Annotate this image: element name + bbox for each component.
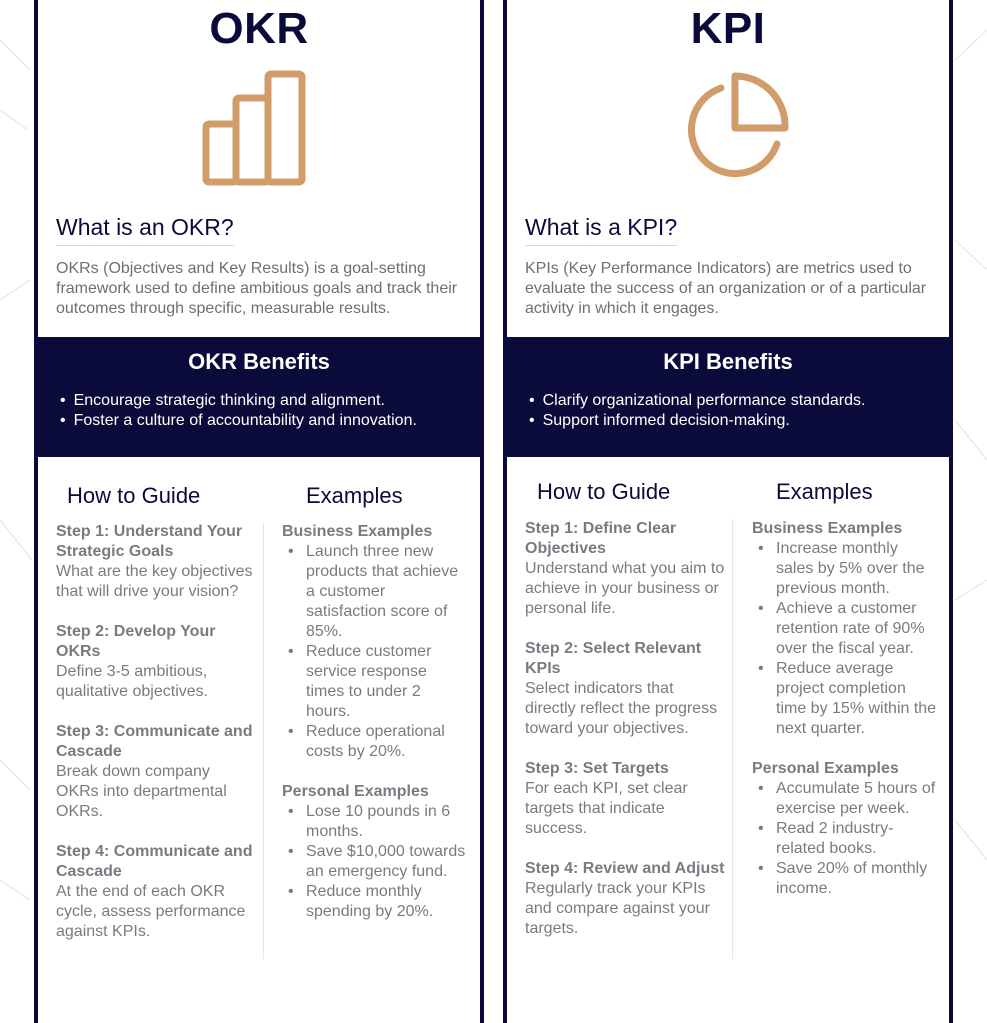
- okr-header: [38, 0, 480, 337]
- step-title: Step 4: Review and Adjust: [525, 860, 725, 877]
- okr-examples: [282, 522, 467, 942]
- kpi-steps: [525, 519, 725, 959]
- benefit-item: • Encourage strategic thinking and alignment.: [60, 391, 417, 411]
- pie-chart-icon: [673, 68, 793, 188]
- step-item: [525, 759, 725, 839]
- kpi-benefits: [507, 337, 949, 457]
- example-group-title: Personal Examples: [282, 783, 429, 800]
- benefit-item: • Foster a culture of accountability and innovation.: [60, 411, 417, 431]
- example-group-title: Personal Examples: [752, 760, 899, 777]
- step-body: Break down company OKRs into departmental OKRs.: [56, 763, 227, 820]
- example-item: • Achieve a customer retention rate of 90% over the fiscal year.: [758, 599, 937, 659]
- step-item: [56, 722, 256, 822]
- example-item: • Reduce customer service response times to under 2 hours.: [288, 642, 467, 722]
- step-title: Step 2: Develop Your OKRs: [56, 623, 216, 660]
- okr-card: [34, 0, 484, 1023]
- step-body: What are the key objectives that will drive your vision?: [56, 563, 253, 600]
- okr-benefits: [38, 337, 480, 457]
- step-title: Step 4: Communicate and Cascade: [56, 843, 253, 880]
- step-body: Regularly track your KPIs and compare against your targets.: [525, 880, 710, 937]
- example-group: [752, 759, 937, 899]
- okr-benefits-list: [60, 391, 417, 431]
- step-item: [525, 639, 725, 739]
- okr-what-body: OKRs (Objectives and Key Results) is a goal-setting framework used to define ambitious goals and track their outcomes through specific, measurable results.: [56, 260, 458, 317]
- kpi-header: [507, 0, 949, 337]
- bar-chart-icon: [198, 68, 320, 190]
- kpi-benefits-title: KPI Benefits: [663, 349, 793, 374]
- example-item: • Save 20% of monthly income.: [758, 859, 937, 899]
- okr-guide-title: How to Guide: [67, 483, 201, 508]
- example-item: • Increase monthly sales by 5% over the previous month.: [758, 539, 937, 599]
- step-item: [56, 622, 256, 702]
- example-item: • Reduce average project completion time by 15% within the next quarter.: [758, 659, 937, 739]
- okr-guide-section: [38, 457, 480, 1023]
- example-group-title: Business Examples: [282, 523, 433, 540]
- step-body: For each KPI, set clear targets that indicate success.: [525, 780, 688, 837]
- example-group: [752, 519, 937, 739]
- column-divider: [263, 523, 264, 959]
- column-divider: [732, 519, 733, 959]
- okr-steps: [56, 522, 256, 962]
- example-group-title: Business Examples: [752, 520, 903, 537]
- kpi-title: KPI: [690, 4, 766, 53]
- step-item: [525, 519, 725, 619]
- example-item: • Launch three new products that achieve a customer satisfaction score of 85%.: [288, 542, 467, 642]
- kpi-examples-title: Examples: [776, 479, 873, 504]
- example-item: • Accumulate 5 hours of exercise per week.: [758, 779, 937, 819]
- okr-what-title: What is an OKR?: [56, 214, 234, 246]
- step-item: [525, 859, 725, 939]
- step-item: [56, 842, 256, 942]
- okr-title: OKR: [209, 4, 309, 53]
- step-title: Step 2: Select Relevant KPIs: [525, 640, 702, 677]
- example-item: • Reduce monthly spending by 20%.: [288, 882, 467, 922]
- example-item: • Read 2 industry-related books.: [758, 819, 937, 859]
- step-body: Understand what you aim to achieve in your business or personal life.: [525, 560, 725, 617]
- step-body: At the end of each OKR cycle, assess performance against KPIs.: [56, 883, 246, 940]
- okr-benefits-title: OKR Benefits: [188, 349, 330, 374]
- example-item: • Save $10,000 towards an emergency fund.: [288, 842, 467, 882]
- kpi-guide-title: How to Guide: [537, 479, 671, 504]
- benefit-item: • Clarify organizational performance standards.: [529, 391, 865, 411]
- kpi-guide-section: [507, 457, 949, 1023]
- step-title: Step 1: Understand Your Strategic Goals: [56, 523, 243, 560]
- step-title: Step 1: Define Clear Objectives: [525, 520, 677, 557]
- kpi-what-body: KPIs (Key Performance Indicators) are metrics used to evaluate the success of an organization or of a particular activity in which it engages.: [525, 260, 927, 317]
- example-group: [282, 522, 467, 762]
- step-body: Define 3-5 ambitious, qualitative objectives.: [56, 663, 209, 700]
- step-item: [56, 522, 256, 602]
- step-title: Step 3: Communicate and Cascade: [56, 723, 253, 760]
- kpi-examples: [752, 519, 937, 919]
- example-group: [282, 782, 467, 922]
- kpi-what-title: What is a KPI?: [525, 214, 677, 246]
- step-body: Select indicators that directly reflect the progress toward your objectives.: [525, 680, 718, 737]
- step-title: Step 3: Set Targets: [525, 760, 669, 777]
- benefit-item: • Support informed decision-making.: [529, 411, 865, 431]
- okr-examples-title: Examples: [306, 483, 403, 508]
- example-item: • Reduce operational costs by 20%.: [288, 722, 467, 762]
- kpi-card: [503, 0, 953, 1023]
- example-item: • Lose 10 pounds in 6 months.: [288, 802, 467, 842]
- kpi-benefits-list: [529, 391, 865, 431]
